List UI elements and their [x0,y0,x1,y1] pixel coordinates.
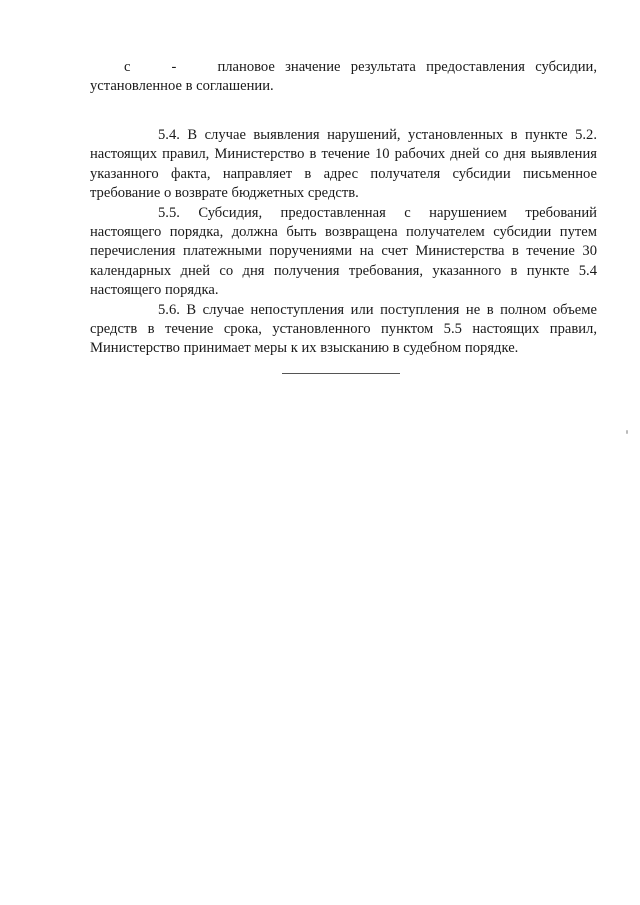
paragraph-text: В случае выявления нарушений, установленных в пункте 5.2. настоящих правил, Министерство в течение 10 рабочих дней со дня выявления указанного факта, направляет в адрес получателя субсидии письменное требование о возврате бюджетных средств. [90,127,597,202]
paragraphs-block [90,126,597,359]
paragraph-number: 5.5. [158,204,180,221]
paragraph-5-6 [90,301,597,359]
definition-paragraph [90,58,597,97]
paragraph-text: В случае непоступления или поступления не в полном объеме средств в течение срока, установленного пунктом 5.5 настоящих правил, Министерство принимает меры к их взысканию в судебном порядке. [90,301,597,357]
definition-block [90,58,597,97]
definition-symbol: с [124,59,131,75]
definition-dash: - [171,59,177,75]
paragraph-number: 5.6. [158,301,180,318]
end-divider-line [282,373,400,374]
paragraph-text: Субсидия, предоставленная с нарушением требований настоящего порядка, должна быть возвращена получателем субсидии путем перечисления платежными поручениями на счет Министерства в течение 30 календарных дней со дня получения требования, указанного в пункте 5.4 настоящего порядка. [90,204,597,299]
paragraph-number: 5.4. [158,127,180,143]
scan-speck [626,430,628,434]
paragraph-5-5 [90,204,597,301]
definition-text: плановое значение результата предоставления субсидии, установленное в соглашении. [90,59,598,95]
paragraph-5-4 [90,126,597,204]
